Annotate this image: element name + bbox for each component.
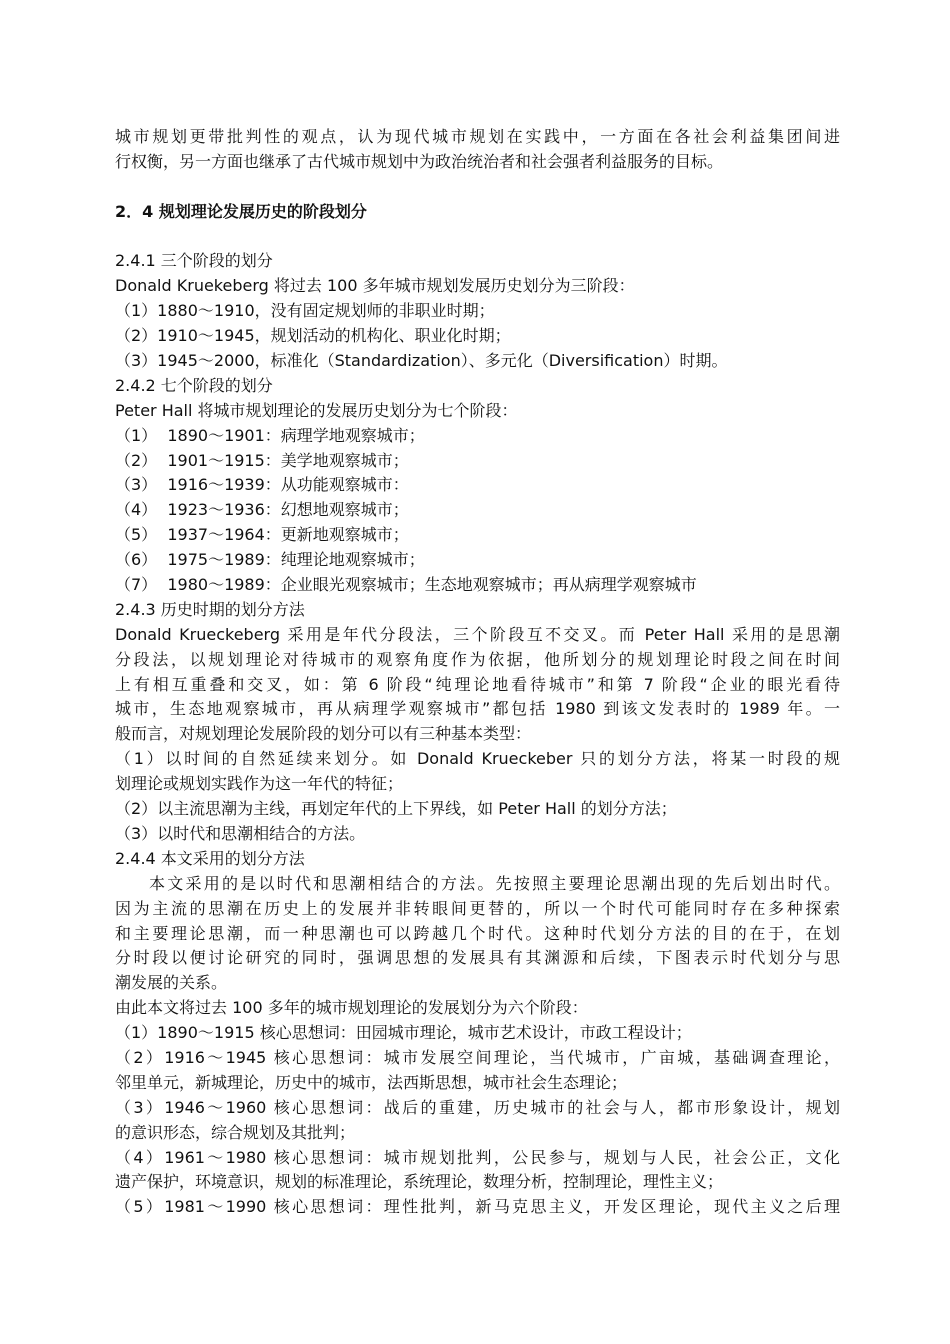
list-item: （1）1890～1915 核心思想词：田园城市理论，城市艺术设计，市政工程设计；	[115, 1023, 692, 1043]
subsection-title: 2.4.4 本文采用的划分方法	[115, 848, 305, 868]
text-line: 城市，生态地观察城市，再从病理学观察城市”都包括 1980 到该文发表时的 1989 年。一	[115, 699, 840, 719]
intro-paragraph	[115, 125, 840, 175]
list-item: （3） 1916～1939：从功能观察城市：	[115, 475, 409, 495]
text-line: 因为主流的思潮在历史上的发展并非转眼间更替的，所以一个时代可能同时存在多种探索	[115, 898, 840, 918]
text-line: （2）1916～1945 核心思想词：城市发展空间理论，当代城市，广亩城，基础调查理论，	[115, 1047, 840, 1067]
list-item: （2）以主流思潮为主线，再划定年代的上下界线，如 Peter Hall 的划分方法；	[115, 799, 677, 819]
list-item: （2）1910～1945，规划活动的机构化、职业化时期；	[115, 326, 511, 346]
text-line: 和主要理论思潮，而一种思潮也可以跨越几个时代。这种时代划分方法的目的在于，在划	[115, 923, 840, 943]
subsection-title: 2.4.1 三个阶段的划分	[115, 251, 273, 271]
body-paragraph	[115, 623, 840, 747]
text-line: Donald Krueckeberg 采用是年代分段法，三个阶段互不交叉。而 Peter Hall 采用的是思潮	[115, 624, 840, 644]
list-item	[115, 747, 840, 797]
text-line: 潮发展的关系。	[115, 973, 228, 993]
text-line: 遗产保护，环境意识，规划的标准理论，系统理论，数理分析，控制理论，理性主义；	[115, 1172, 724, 1192]
subsection-lead: 由此本文将过去 100 多年的城市规划理论的发展划分为六个阶段：	[115, 998, 588, 1018]
text-line: （1）以时间的自然延续来划分。如 Donald Krueckeber 只的划分方法，将某一时段的规	[115, 749, 840, 769]
spacer	[115, 225, 840, 250]
text-line: 邻里单元，新城理论，历史中的城市，法西斯思想，城市社会生态理论；	[115, 1072, 628, 1092]
list-item: （3）1945～2000，标准化（Standardization）、多元化（Diversification）时期。	[115, 351, 728, 371]
text-line: 般而言，对规划理论发展阶段的划分可以有三种基本类型：	[115, 724, 532, 744]
text-line: （3）1946～1960 核心思想词：战后的重建，历史城市的社会与人，都市形象设计，规划	[115, 1097, 840, 1117]
spacer	[115, 175, 840, 200]
text-line: 城市规划更带批判性的观点，认为现代城市规划在实践中，一方面在各社会利益集团间进	[115, 127, 840, 146]
list-item: （5） 1937～1964：更新地观察城市；	[115, 525, 409, 545]
subsection-2-4-2	[115, 374, 840, 598]
text-line: 上有相互重叠和交叉，如：第 6 阶段“纯理论地看待城市”和第 7 阶段“企业的眼光看待	[115, 674, 840, 694]
text-line: 分段法，以规划理论对待城市的观察角度作为依据，他所划分的规划理论时段之间在时间	[115, 649, 840, 669]
subsection-lead: Donald Kruekeberg 将过去 100 多年城市规划发展历史划分为三阶段：	[115, 276, 635, 296]
list-item: （4） 1923～1936：幻想地观察城市；	[115, 500, 409, 520]
list-item: （3）以时代和思潮相结合的方法。	[115, 823, 366, 843]
text-line: 划理论或规划实践作为这一年代的特征；	[115, 774, 404, 794]
text-line: 分时段以便讨论研究的同时，强调思想的发展具有其渊源和后续，下图表示时代划分与思	[115, 948, 840, 968]
list-item	[115, 1096, 840, 1146]
body-paragraph	[115, 872, 840, 996]
subsection-2-4-4	[115, 847, 840, 1220]
text-line: 本文采用的是以时代和思潮相结合的方法。先按照主要理论思潮出现的先后划出时代。	[149, 873, 840, 893]
subsection-2-4-1	[115, 249, 840, 373]
subsection-title: 2.4.3 历史时期的划分方法	[115, 599, 305, 619]
section-heading: 2．4 规划理论发展历史的阶段划分	[115, 201, 367, 221]
list-item: （7） 1980～1989：企业眼光观察城市；生态地观察城市；再从病理学观察城市	[115, 575, 697, 595]
text-line: （4）1961～1980 核心思想词：城市规划批判，公民参与，规划与人民，社会公正，文化	[115, 1147, 840, 1167]
document-body	[115, 125, 840, 1220]
text-line: 的意识形态，综合规划及其批判；	[115, 1122, 356, 1142]
list-item	[115, 1046, 840, 1096]
list-item: （5）1981～1990 核心思想词：理性批判，新马克思主义，开发区理论，现代主义之后理	[115, 1197, 840, 1217]
list-item	[115, 1146, 840, 1196]
subsection-lead: Peter Hall 将城市规划理论的发展历史划分为七个阶段：	[115, 400, 518, 420]
subsection-title: 2.4.2 七个阶段的划分	[115, 375, 273, 395]
text-line: 行权衡，另一方面也继承了古代城市规划中为政治统治者和社会强者利益服务的目标。	[115, 151, 724, 171]
list-item: （2） 1901～1915：美学地观察城市；	[115, 450, 409, 470]
subsection-2-4-3	[115, 598, 840, 847]
list-item: （1）1880～1910，没有固定规划师的非职业时期；	[115, 301, 495, 321]
list-item: （6） 1975～1989：纯理论地观察城市；	[115, 550, 425, 570]
list-item: （1） 1890～1901：病理学地观察城市；	[115, 425, 425, 445]
